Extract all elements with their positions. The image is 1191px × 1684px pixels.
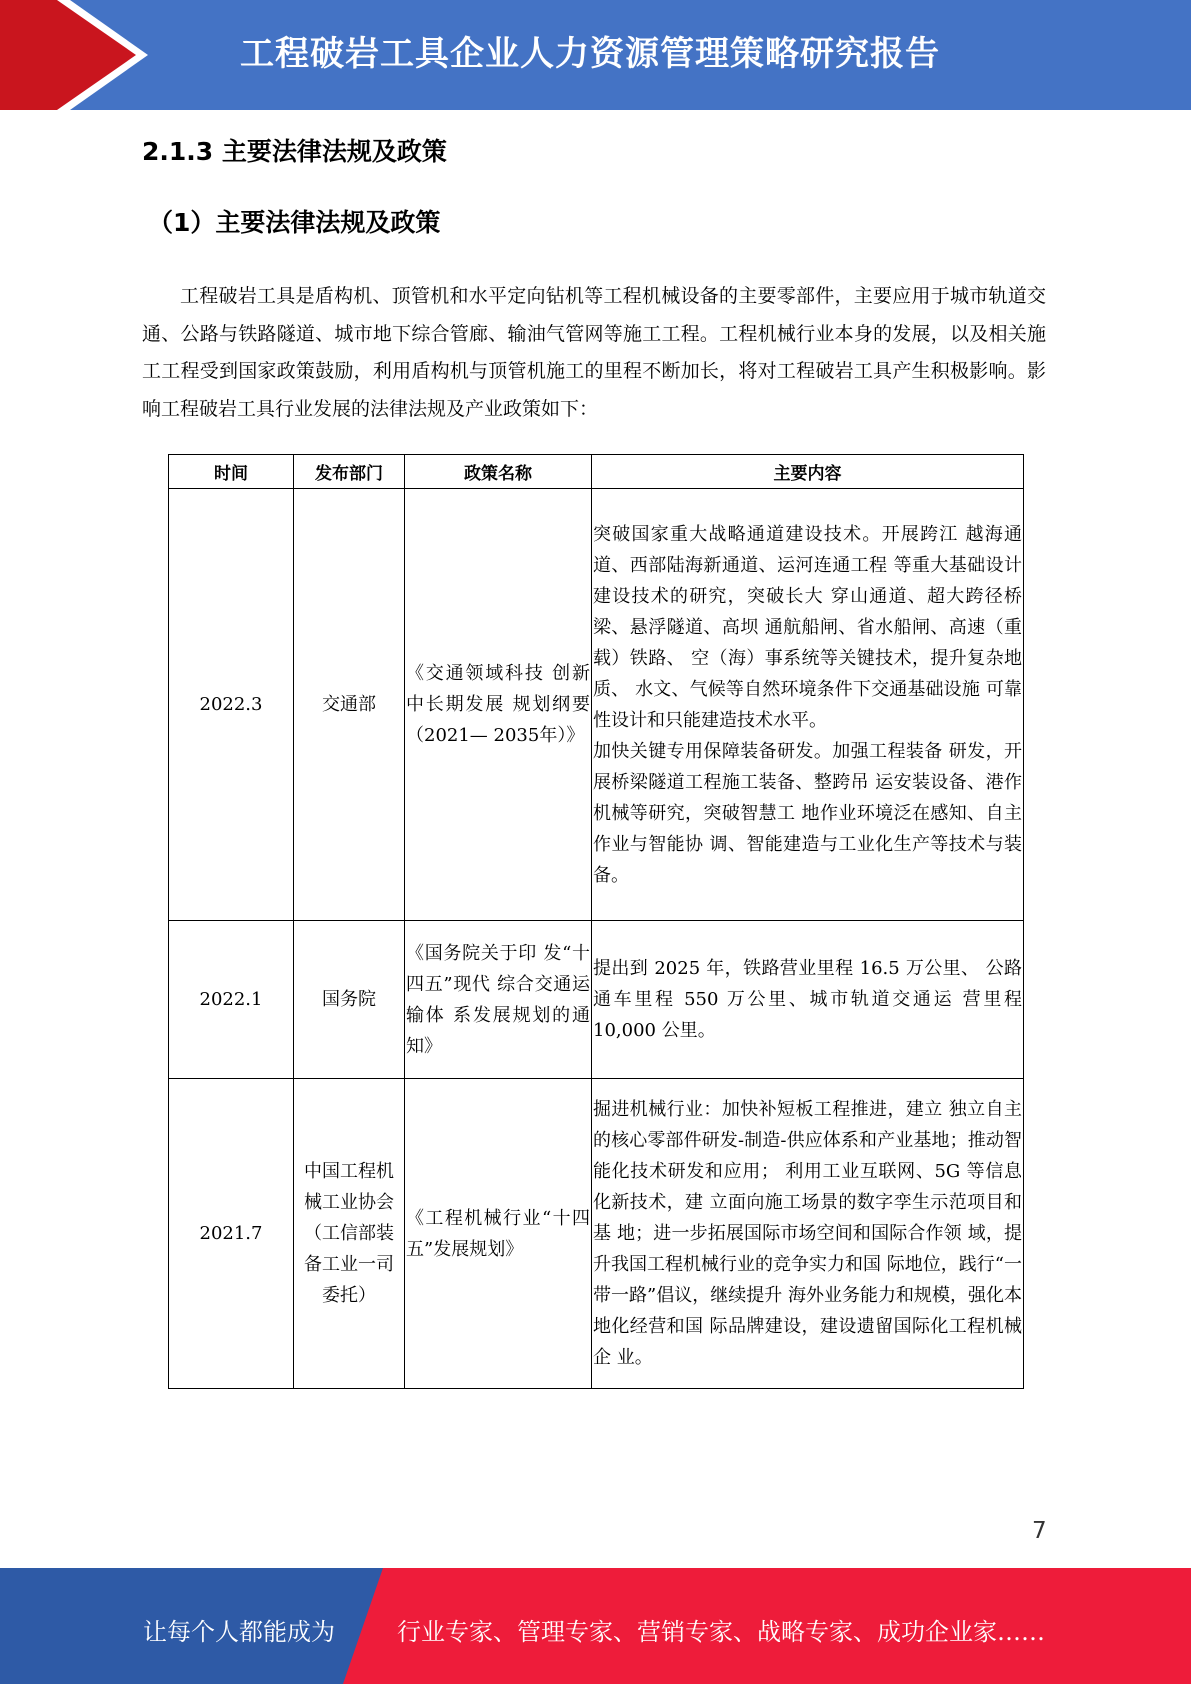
row-dept: 国务院: [294, 921, 405, 1079]
table-row: [169, 489, 1024, 921]
row-time: 2022.3: [169, 489, 294, 921]
row-content: [592, 921, 1024, 1079]
col-header-content: 主要内容: [592, 455, 1024, 489]
col-header-time: 时间: [169, 455, 294, 489]
row-time: 2022.1: [169, 921, 294, 1079]
content-paragraph: 突破国家重大战略通道建设技术。开展跨江 越海通道、西部陆海新通道、运河连通工程 等重大基础设计建设技术的研究，突破长大 穿山通道、超大跨径桥梁、悬浮隧道、高坝 通航船闸、省水船闸、高速（重载）铁路、 空（海）事系统等关键技术，提升复杂地质、 水文、气候等自然环境条件下交通基础设施 可靠性设计和只能建造技术水平。: [593, 523, 1022, 731]
row-policy-name: 《国务院关于印 发“十四五”现代 综合交通运输体 系发展规划的通 知》: [405, 921, 592, 1079]
row-dept: 交通部: [294, 489, 405, 921]
col-header-dept: 发布部门: [294, 455, 405, 489]
row-policy-name: 《工程机械行业“十四五”发展规划》: [405, 1079, 592, 1389]
row-content: [592, 489, 1024, 921]
report-title: 工程破岩工具企业人力资源管理策略研究报告: [240, 34, 940, 74]
row-content: [592, 1079, 1024, 1389]
row-dept: 中国工程机械工业协会（工信部装备工业一司委托）: [294, 1079, 405, 1389]
section-heading: 2.1.3 主要法律法规及政策: [142, 137, 447, 166]
content-paragraph: 提出到 2025 年，铁路营业里程 16.5 万公里、 公路通车里程 550 万公里、城市轨道交通运 营里程 10,000 公里。: [593, 958, 1022, 1041]
intro-paragraph: 工程破岩工具是盾构机、顶管机和水平定向钻机等工程机械设备的主要零部件，主要应用于城市轨道交通、公路与铁路隧道、城市地下综合管廊、输油气管网等施工工程。工程机械行业本身的发展，以及相关施工工程受到国家政策鼓励，利用盾构机与顶管机施工的里程不断加长，将对工程破岩工具产生积极影响。影响工程破岩工具行业发展的法律法规及产业政策如下：: [142, 285, 1046, 420]
content-paragraph: 掘进机械行业：加快补短板工程推进，建立 独立自主的核心零部件研发-制造-供应体系和产业基地；推动智能化技术研发和应用； 利用工业互联网、5G 等信息化新技术，建 立面向施工场景的数字孪生示范项目和基 地；进一步拓展国际市场空间和国际合作领 域，提升我国工程机械行业的竞争实力和国 际地位，践行“一带一路”倡议，继续提升 海外业务能力和规模，强化本地化经营和国 际品牌建设，建设遗留国际化工程机械企 业。: [593, 1099, 1022, 1368]
policy-table: [168, 454, 1024, 1389]
row-policy-name: 《交通领域科技 创新中长期发展 规划纲要（2021— 2035年）》: [405, 489, 592, 921]
col-header-name: 政策名称: [405, 455, 592, 489]
row-time: 2021.7: [169, 1079, 294, 1389]
header-arrow-icon: [0, 0, 200, 110]
content-paragraph: 加快关键专用保障装备研发。加强工程装备 研发，开展桥梁隧道工程施工装备、整跨吊 运安装设备、港作机械等研究，突破智慧工 地作业环境泛在感知、自主作业与智能协 调、智能建造与工业化生产等技术与装备。: [593, 740, 1022, 886]
table-row: [169, 921, 1024, 1079]
table-header-row: [169, 455, 1024, 489]
table-row: [169, 1079, 1024, 1389]
page-number: 7: [1032, 1518, 1047, 1544]
section-subheading: （1）主要法律法规及政策: [148, 208, 441, 237]
footer-slogan-left: 让每个人都能成为: [143, 1618, 335, 1646]
footer-slogan-right: 行业专家、管理专家、营销专家、战略专家、成功企业家……: [397, 1618, 1045, 1646]
